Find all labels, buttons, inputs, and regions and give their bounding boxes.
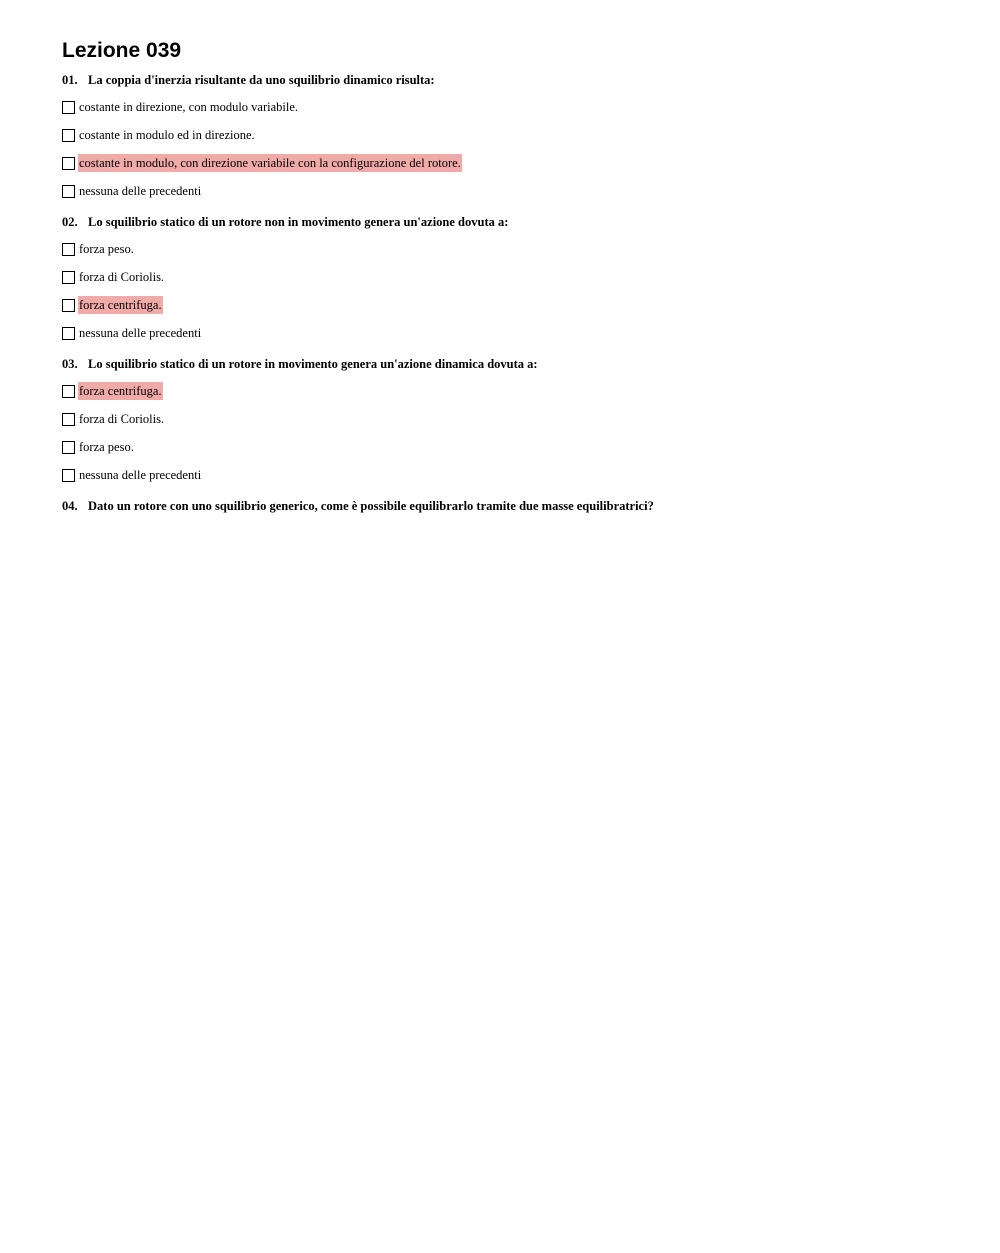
question-text [62, 498, 962, 514]
answer-text: nessuna delle precedenti [79, 468, 202, 482]
question-number: 02. [62, 215, 78, 229]
question-prompt: La coppia d'inerzia risultante da uno squilibrio dinamico risulta: [88, 73, 435, 87]
answer-text: forza peso. [79, 242, 134, 256]
answer-text: costante in direzione, con modulo variabile. [79, 100, 299, 114]
answer-text-highlighted: costante in modulo, con direzione variabile con la configurazione del rotore. [79, 156, 461, 170]
answer-text: nessuna delle precedenti [79, 326, 202, 340]
answer-checkbox[interactable] [62, 413, 75, 426]
answer-checkbox[interactable] [62, 271, 75, 284]
quiz-page [62, 38, 962, 527]
answer-option [62, 323, 962, 343]
answer-checkbox[interactable] [62, 469, 75, 482]
question-text [62, 356, 962, 372]
answer-option [62, 267, 962, 287]
answer-option [62, 381, 962, 401]
question-prompt: Dato un rotore con uno squilibrio generico, come è possibile equilibrarlo tramite due masse equilibratrici? [88, 499, 654, 513]
answer-option [62, 97, 962, 117]
answer-text: nessuna delle precedenti [79, 184, 202, 198]
answer-checkbox[interactable] [62, 299, 75, 312]
answer-text-highlighted: forza centrifuga. [79, 298, 162, 312]
answer-checkbox[interactable] [62, 157, 75, 170]
question-number: 01. [62, 73, 78, 87]
lesson-title: Lezione 039 [62, 39, 182, 62]
answer-text: forza di Coriolis. [79, 412, 165, 426]
question-number: 03. [62, 357, 78, 371]
answer-options [62, 381, 962, 485]
answer-checkbox[interactable] [62, 129, 75, 142]
answer-text: forza di Coriolis. [79, 270, 165, 284]
question-01 [62, 72, 962, 201]
answer-text: costante in modulo ed in direzione. [79, 128, 255, 142]
question-03 [62, 356, 962, 485]
question-text [62, 72, 962, 88]
answer-text-highlighted: forza centrifuga. [79, 384, 162, 398]
answer-checkbox[interactable] [62, 101, 75, 114]
answer-option [62, 153, 962, 173]
answer-option [62, 409, 962, 429]
answer-checkbox[interactable] [62, 385, 75, 398]
answer-checkbox[interactable] [62, 185, 75, 198]
answer-text: forza peso. [79, 440, 134, 454]
answer-option [62, 239, 962, 259]
answer-option [62, 465, 962, 485]
answer-checkbox[interactable] [62, 243, 75, 256]
answer-option [62, 295, 962, 315]
answer-options [62, 239, 962, 343]
answer-options [62, 97, 962, 201]
answer-checkbox[interactable] [62, 441, 75, 454]
answer-option [62, 181, 962, 201]
question-prompt: Lo squilibrio statico di un rotore in movimento genera un'azione dinamica dovuta a: [88, 357, 538, 371]
answer-option [62, 125, 962, 145]
question-04 [62, 498, 962, 514]
question-number: 04. [62, 499, 78, 513]
question-02 [62, 214, 962, 343]
question-prompt: Lo squilibrio statico di un rotore non in movimento genera un'azione dovuta a: [88, 215, 509, 229]
question-text [62, 214, 962, 230]
answer-checkbox[interactable] [62, 327, 75, 340]
answer-option [62, 437, 962, 457]
